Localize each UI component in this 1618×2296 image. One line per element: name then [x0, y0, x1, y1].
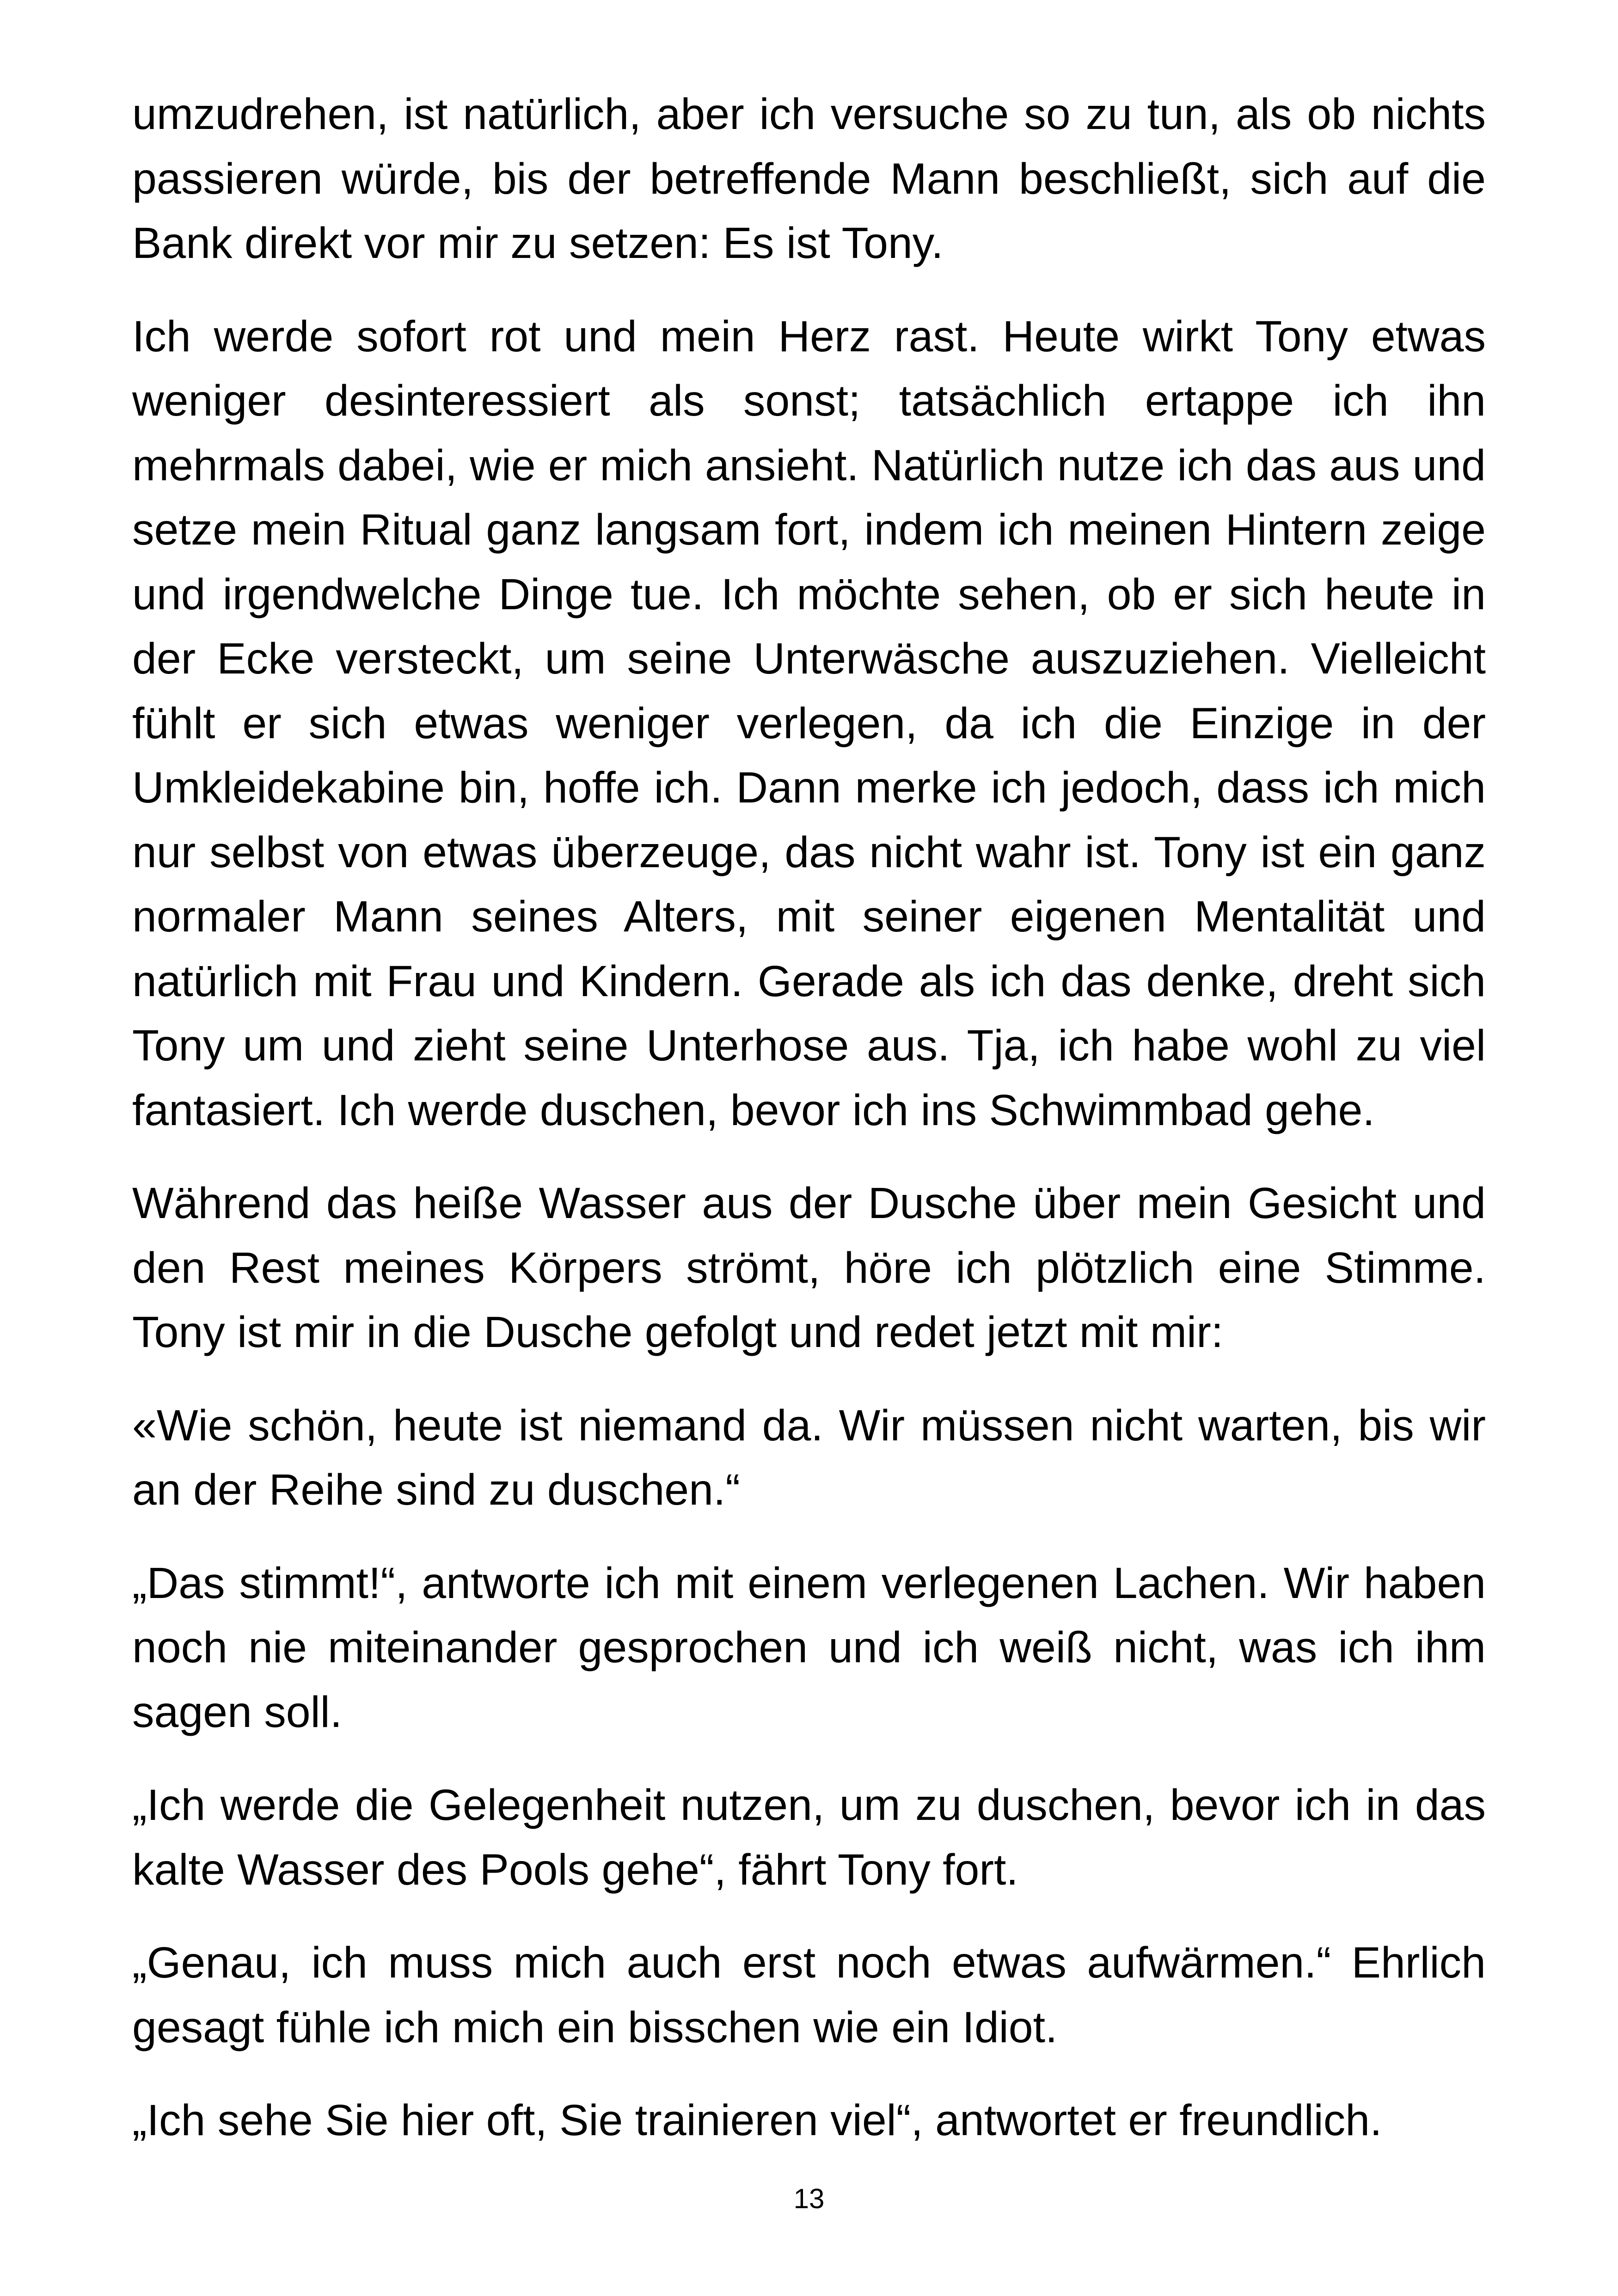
paragraph-6: „Ich werde die Gelegenheit nutzen, um zu duschen, bevor ich in das kalte Wasser des Pools gehe“, fährt Tony fort.	[132, 1781, 1486, 1894]
paragraph-8: „Ich sehe Sie hier oft, Sie trainieren viel“, antwortet er freundlich.	[132, 2096, 1382, 2145]
paragraph-3: Während das heiße Wasser aus der Dusche über mein Gesicht und den Rest meines Körpers strömt, höre ich plötzlich eine Stimme. Tony ist mir in die Dusche gefolgt und redet jetzt mit mir:	[132, 1179, 1486, 1357]
body-text	[132, 82, 1486, 2182]
paragraph-1: umzudrehen, ist natürlich, aber ich versuche so zu tun, als ob nichts passieren würde, bis der betreffende Mann beschließt, sich auf die Bank direkt vor mir zu setzen: Es ist Tony.	[132, 90, 1486, 268]
paragraph-7: „Genau, ich muss mich auch erst noch etwas aufwärmen.“ Ehrlich gesagt fühle ich mich ein bisschen wie ein Idiot.	[132, 1938, 1486, 2052]
page-number: 13	[793, 2183, 825, 2214]
paragraph-4: «Wie schön, heute ist niemand da. Wir müssen nicht warten, bis wir an der Reihe sind zu duschen.“	[132, 1401, 1486, 1514]
paragraph-5: „Das stimmt!“, antworte ich mit einem verlegenen Lachen. Wir haben noch nie miteinander gesprochen und ich weiß nicht, was ich ihm sagen soll.	[132, 1558, 1486, 1737]
paragraph-2: Ich werde sofort rot und mein Herz rast. Heute wirkt Tony etwas weniger desinteressiert als sonst; tatsächlich ertappe ich ihn mehrmals dabei, wie er mich ansieht. Natürlich nutze ich das aus und setze mein Ritual ganz langsam fort, indem ich meinen Hintern zeige und irgendwelche Dinge tue. Ich möchte sehen, ob er sich heute in der Ecke versteckt, um seine Unterwäsche auszuziehen. Vielleicht fühlt er sich etwas weniger verlegen, da ich die Einzige in der Umkleidekabine bin, hoffe ich. Dann merke ich jedoch, dass ich mich nur selbst von etwas überzeuge, das nicht wahr ist. Tony ist ein ganz normaler Mann seines Alters, mit seiner eigenen Mentalität und natürlich mit Frau und Kindern. Gerade als ich das denke, dreht sich Tony um und zieht seine Unterhose aus. Tja, ich habe wohl zu viel fantasiert. Ich werde duschen, bevor ich ins Schwimmbad gehe.	[132, 312, 1486, 1135]
